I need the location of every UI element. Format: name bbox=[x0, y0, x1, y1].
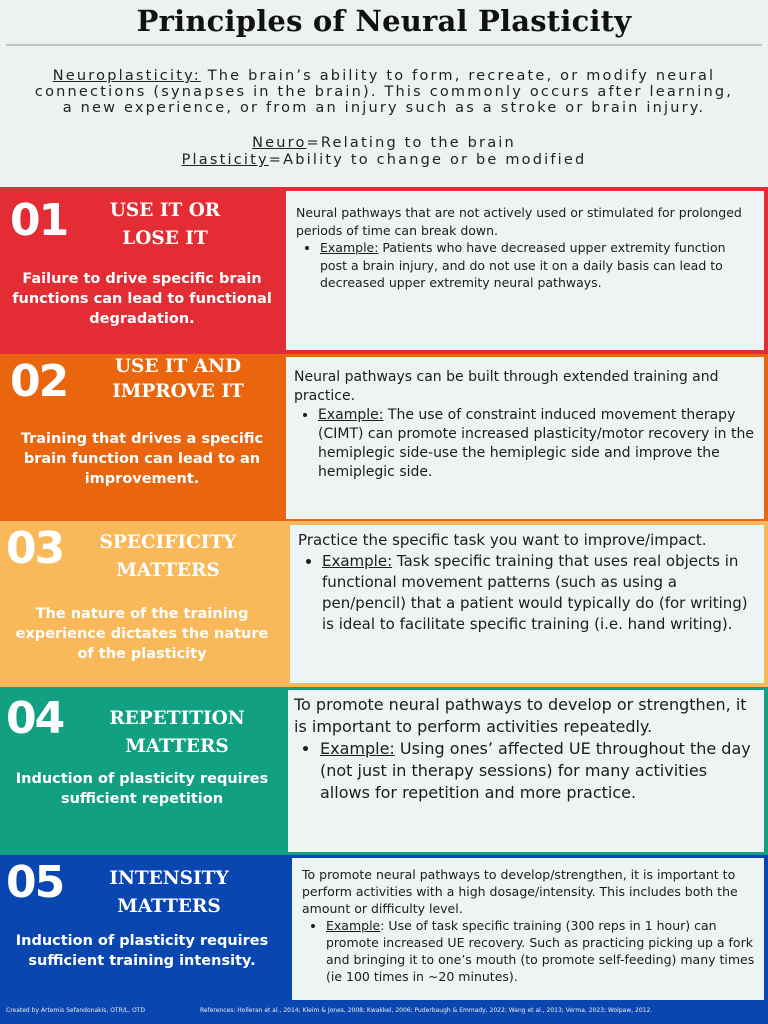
principle-text: Practice the specific task you want to improve/impact. bbox=[298, 531, 707, 549]
example-label: Example: bbox=[322, 552, 393, 570]
example-label: Example bbox=[326, 918, 381, 933]
heading-line-1: REPETITION bbox=[109, 708, 245, 729]
example-text: The use of constraint induced movement therapy (CIMT) can promote increased plasticity/motor recovery in the hemiplegic side-use the hemiplegic side and improve the hemiplegic side. bbox=[318, 407, 754, 480]
title-divider bbox=[6, 44, 762, 46]
example-text: Task specific training that uses real objects in functional movement patterns (such as using a pen/pencil) that a patient would typically do (for writing) is ideal to facilitate specific training (i.e. hand writing). bbox=[322, 552, 748, 633]
heading-line-1: USE IT AND bbox=[114, 356, 242, 377]
heading-line-1: SPECIFICITY bbox=[99, 532, 237, 553]
heading-line-2: MATTERS bbox=[116, 560, 220, 581]
heading-line-2: IMPROVE IT bbox=[112, 381, 244, 402]
example-label: Example: bbox=[318, 407, 384, 423]
example-item bbox=[318, 406, 756, 482]
principle-detail-box bbox=[286, 357, 764, 519]
principle-text: To promote neural pathways to develop or strengthen, it is important to perform activities repeatedly. bbox=[294, 695, 747, 736]
principle-04-section bbox=[0, 687, 768, 855]
principle-heading bbox=[88, 529, 248, 585]
example-item bbox=[320, 738, 758, 804]
example-label: Example: bbox=[320, 739, 395, 758]
footer-credit: Created by Artemis Sefandonakis, OTR/L, OTD bbox=[6, 1007, 145, 1014]
principle-heading bbox=[92, 705, 262, 761]
heading-line-2: MATTERS bbox=[117, 896, 221, 917]
neuro-definition: =Relating to the brain bbox=[306, 135, 516, 151]
principle-heading bbox=[90, 197, 240, 253]
plasticity-term: Plasticity bbox=[181, 152, 269, 168]
principle-05-section bbox=[0, 855, 768, 1024]
principle-detail-box bbox=[290, 525, 764, 683]
principle-text: To promote neural pathways to develop/strengthen, it is important to perform activities with a high dosage/intensity. This includes both the amount or difficulty level. bbox=[302, 867, 738, 916]
heading-line-2: LOSE IT bbox=[122, 228, 208, 249]
principle-number: 04 bbox=[6, 693, 64, 744]
principle-number: 02 bbox=[10, 356, 68, 407]
principle-01-section bbox=[0, 187, 768, 354]
principle-detail-box bbox=[292, 858, 764, 1000]
footer-references: References: Holleran et al., 2014; Kleim & Jones, 2008; Kwakkel, 2006; Puderbaugh & Emmady, 2022; Wang et al., 2013; Verma, 2023; Wolpaw, 2012. bbox=[200, 1007, 653, 1014]
principle-detail-box bbox=[288, 690, 764, 852]
principle-summary: The nature of the training experience dictates the nature of the plasticity bbox=[15, 606, 269, 662]
principle-summary: Induction of plasticity requires sufficient repetition bbox=[15, 771, 269, 807]
principle-text: Neural pathways can be built through extended training and practice. bbox=[294, 369, 719, 404]
example-label: Example: bbox=[320, 240, 379, 255]
example-text: Patients who have decreased upper extremity function post a brain injury, and do not use it on a daily basis can lead to decreased upper extremity neural pathways. bbox=[320, 240, 726, 290]
example-item bbox=[320, 239, 754, 292]
heading-line-2: MATTERS bbox=[125, 736, 229, 757]
intro-line2: connections (synapses in the brain). This commonly occurs after learning, bbox=[34, 84, 734, 100]
principle-heading bbox=[90, 865, 248, 921]
neuro-term: Neuro bbox=[252, 135, 307, 151]
example-text: Using ones’ affected UE throughout the day (not just in therapy sessions) for many activities allows for repetition and more practice. bbox=[320, 739, 751, 802]
heading-line-1: USE IT OR bbox=[109, 200, 221, 221]
principle-03-section bbox=[0, 521, 768, 687]
intro-definition bbox=[0, 68, 768, 116]
intro-line1: The brain’s ability to form, recreate, or modify neural bbox=[200, 68, 716, 84]
plasticity-definition: =Ability to change or be modified bbox=[268, 152, 587, 168]
example-item bbox=[322, 551, 756, 635]
principle-number: 03 bbox=[6, 523, 64, 574]
example-text: : Use of task specific training (300 reps in 1 hour) can promote increased UE recovery. Such as practicing picking up a fork and bringing it to one’s mouth (to promote self-feeding) many times (ie 100 times in ~20 minutes). bbox=[326, 918, 755, 984]
heading-line-1: INTENSITY bbox=[109, 868, 229, 889]
principle-number: 01 bbox=[10, 195, 68, 246]
principle-02-section bbox=[0, 354, 768, 521]
page-title: Principles of Neural Plasticity bbox=[136, 4, 632, 38]
intro-line3: a new experience, or from an injury such as a stroke or brain injury. bbox=[62, 100, 706, 116]
principle-heading bbox=[100, 354, 256, 404]
principle-text: Neural pathways that are not actively used or stimulated for prolonged periods of time can break down. bbox=[296, 205, 742, 238]
principle-summary: Training that drives a specific brain function can lead to an improvement. bbox=[20, 431, 264, 487]
term-definitions bbox=[0, 135, 768, 169]
example-item bbox=[326, 917, 756, 985]
principle-summary: Induction of plasticity requires sufficient training intensity. bbox=[15, 933, 269, 969]
intro-term: Neuroplasticity: bbox=[52, 68, 201, 84]
principle-detail-box bbox=[286, 191, 764, 350]
principle-summary: Failure to drive specific brain functions can lead to functional degradation. bbox=[12, 271, 272, 327]
principle-number: 05 bbox=[6, 857, 64, 908]
